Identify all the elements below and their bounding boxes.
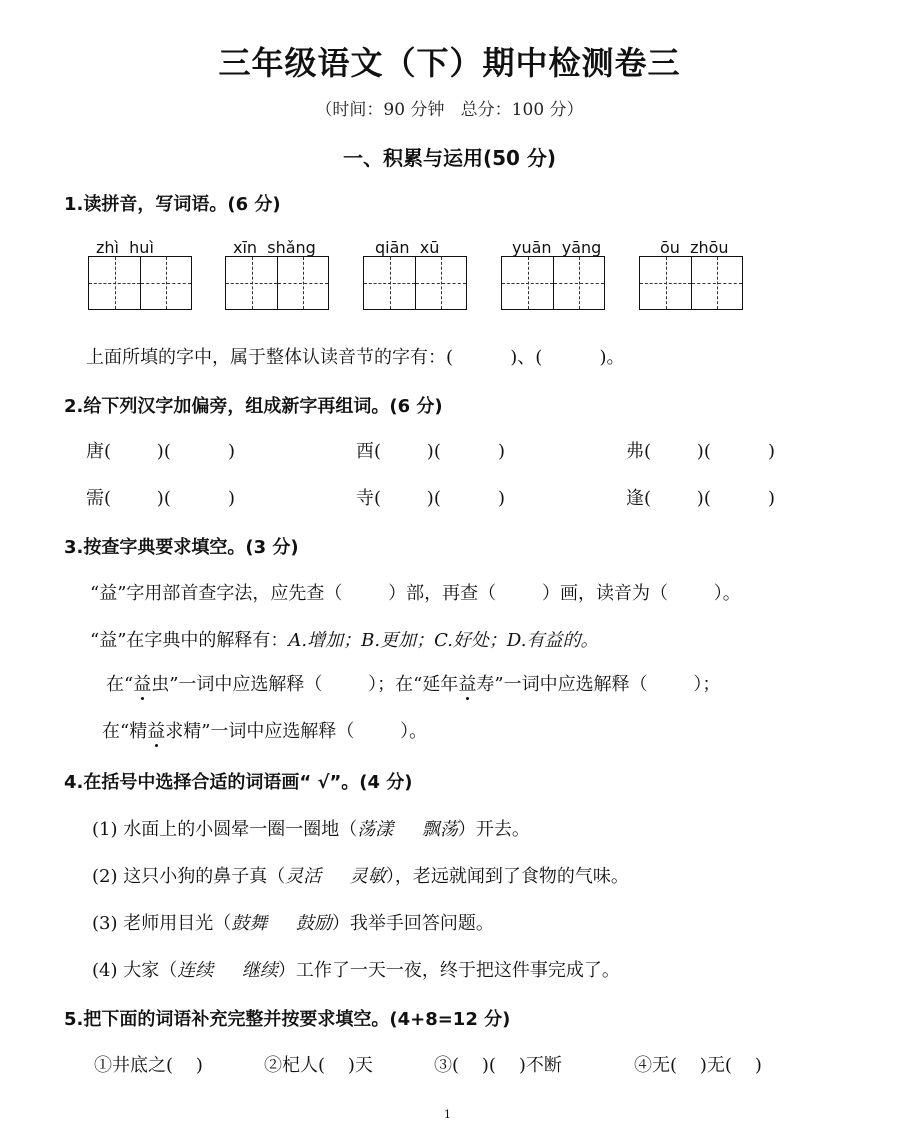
emphasis-char: 益 [133,670,151,696]
q5-item-3[interactable]: ③( )( )不断 [434,1055,562,1076]
blank-6[interactable]: ( )( ) [644,488,776,509]
writing-grid-2[interactable] [225,256,329,310]
pinyin-4: yuān yāng [512,238,602,257]
char-1: 唐 [86,441,104,462]
blank-1[interactable]: ( )( ) [104,441,236,462]
blank-2[interactable]: ( )( ) [374,441,506,462]
q3-line-3: 在“益虫”一词中应选解释（ ）；在“延年益寿”一词中应选解释（ ）； [106,670,720,696]
q4-item-2: (2) 这只小狗的鼻子真（灵活 灵敏），老远就闻到了食物的气味。 [92,866,629,887]
q4-item-1: (1) 水面上的小圆晕一圈一圈地（荡漾 飘荡）开去。 [92,819,530,840]
writing-grid-3[interactable] [363,256,467,310]
blank-5[interactable]: ( )( ) [374,488,506,509]
emphasis-char: 益 [147,717,165,743]
char-5: 寺 [356,488,374,509]
word-options[interactable]: 连续 继续 [177,960,278,981]
page-title: 三年级语文（下）期中检测卷三 [218,44,681,82]
writing-grid-1[interactable] [88,256,192,310]
word-options[interactable]: 鼓舞 鼓励 [231,913,332,934]
question-5-heading: 5.把下面的词语补充完整并按要求填空。(4+8=12 分) [64,1009,511,1030]
q3-line-2: “益”在字典中的解释有：A.增加；B.更加；C.好处；D.有益的。 [90,630,599,651]
writing-grid-4[interactable] [501,256,605,310]
question-2-heading: 2.给下列汉字加偏旁，组成新字再组词。(6 分) [64,396,443,417]
blank-3[interactable]: ( )( ) [644,441,776,462]
q5-item-2[interactable]: ②杞人( )天 [264,1055,373,1076]
q3-line-4: 在“精益求精”一词中应选解释（ ）。 [102,717,427,743]
page-number: 1 [444,1108,451,1121]
q3-definitions: A.增加；B.更加；C.好处；D.有益的。 [288,630,599,651]
q4-item-4: (4) 大家（连续 继续）工作了一天一夜，终于把这件事完成了。 [92,960,620,981]
q3-line-1: “益”字用部首查字法，应先查（ ）部，再查（ ）画，读音为（ ）。 [90,583,741,604]
char-6: 逢 [626,488,644,509]
pinyin-5: ōu zhōu [660,238,729,257]
word-options[interactable]: 灵活 灵敏 [285,866,386,887]
word-options[interactable]: 荡漾 飘荡 [357,819,458,840]
emphasis-char: 益 [458,670,476,696]
q5-item-1[interactable]: ①井底之( ) [94,1055,203,1076]
pinyin-1: zhì huì [96,238,154,257]
char-2: 酉 [356,441,374,462]
pinyin-3: qiān xū [375,238,440,257]
char-4: 需 [86,488,104,509]
exam-info: （时间：90 分钟 总分：100 分） [315,100,584,120]
pinyin-2: xīn shǎng [233,238,316,257]
q1-note: 上面所填的字中，属于整体认读音节的字有：( )、( )。 [86,347,625,368]
q4-item-3: (3) 老师用目光（鼓舞 鼓励）我举手回答问题。 [92,913,494,934]
question-1-heading: 1.读拼音，写词语。(6 分) [64,194,281,215]
q5-item-4[interactable]: ④无( )无( ) [634,1055,762,1076]
writing-grid-5[interactable] [639,256,743,310]
char-3: 弗 [626,441,644,462]
question-3-heading: 3.按查字典要求填空。(3 分) [64,537,299,558]
blank-4[interactable]: ( )( ) [104,488,236,509]
section-heading: 一、积累与运用(50 分) [342,146,557,170]
question-4-heading: 4.在括号中选择合适的词语画“ √”。(4 分) [64,772,413,793]
